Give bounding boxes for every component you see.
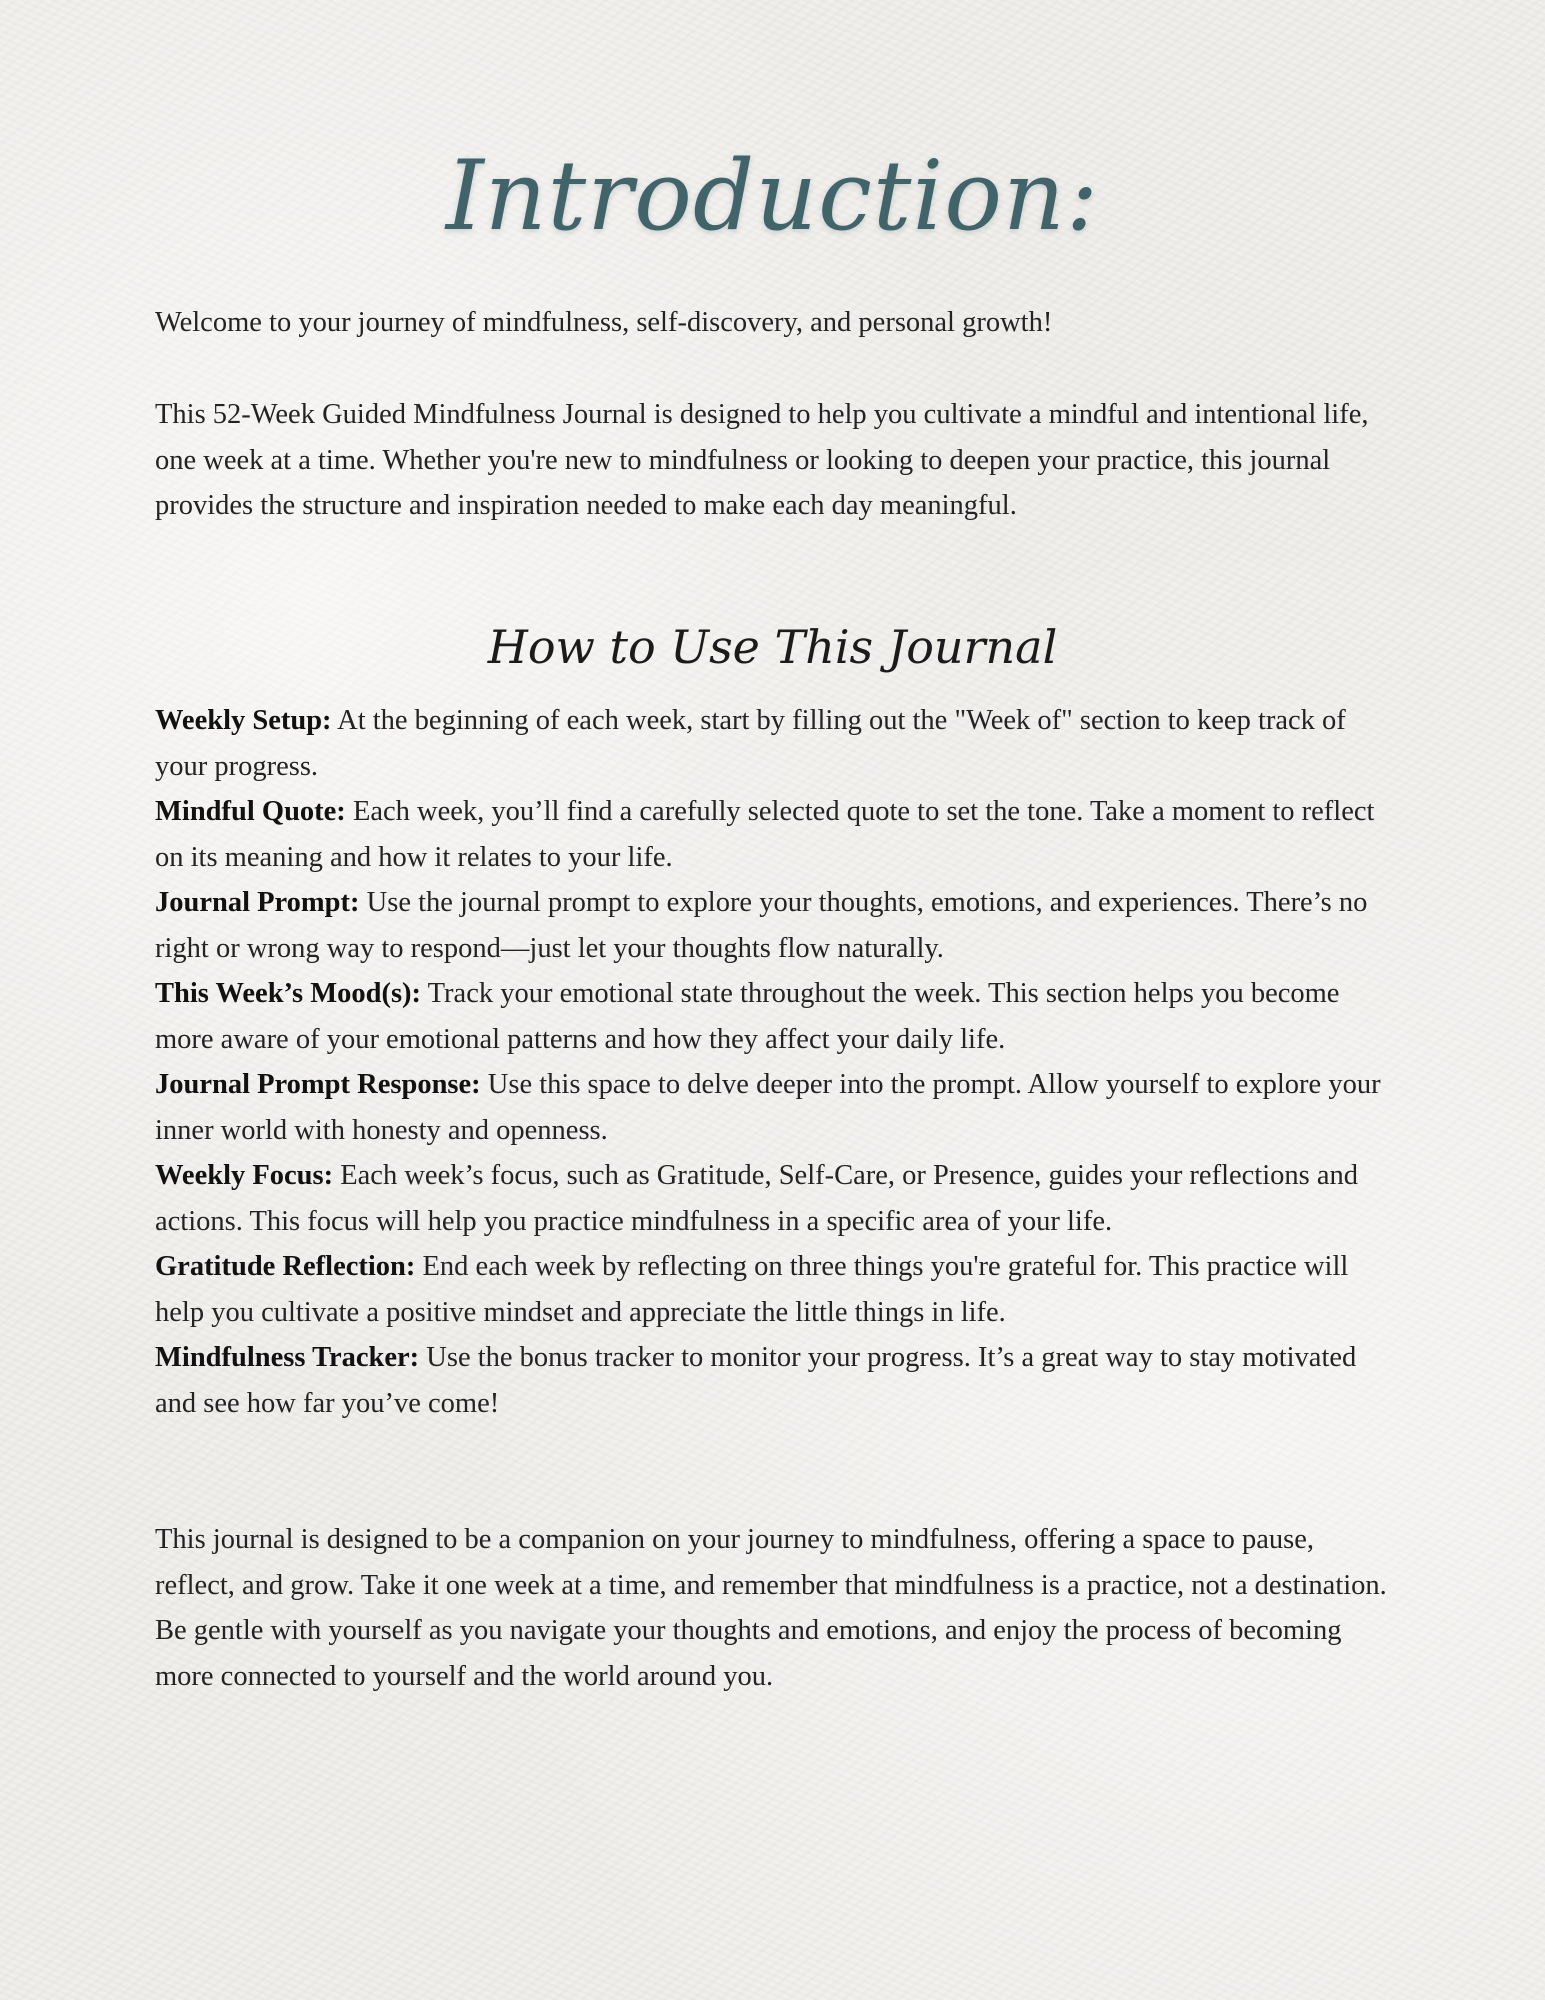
item-text: At the beginning of each week, start by filling out the "Week of" section to keep track of your progress. (155, 705, 1346, 782)
item-label: Journal Prompt Response: (155, 1069, 481, 1100)
item-label: This Week’s Mood(s): (155, 978, 422, 1009)
list-item (155, 880, 1395, 971)
list-item (155, 971, 1395, 1062)
item-label: Weekly Focus: (155, 1160, 334, 1191)
list-item (155, 1153, 1395, 1244)
item-label: Weekly Setup: (155, 705, 332, 736)
list-item (155, 1244, 1395, 1335)
welcome-text: Welcome to your journey of mindfulness, self-discovery, and personal growth! (155, 307, 1053, 338)
page-title: Introduction: (445, 140, 1100, 252)
item-text: Use the journal prompt to explore your thoughts, emotions, and experiences. There’s no right or wrong way to respond—just let your thoughts flow naturally. (155, 887, 1368, 964)
item-label: Mindfulness Tracker: (155, 1342, 420, 1373)
item-label: Journal Prompt: (155, 887, 360, 918)
item-text: Each week’s focus, such as Gratitude, Self-Care, or Presence, guides your reflections and actions. This focus will help you practice mindfulness in a specific area of your life. (155, 1160, 1358, 1237)
instructions-list (155, 698, 1395, 1426)
item-text: Use the bonus tracker to monitor your progress. It’s a great way to stay motivated and see how far you’ve come! (155, 1342, 1357, 1419)
item-label: Gratitude Reflection: (155, 1251, 416, 1282)
list-item (155, 698, 1395, 789)
section-heading: How to Use This Journal (487, 620, 1058, 674)
item-text: Each week, you’ll find a carefully selected quote to set the tone. Take a moment to reflect on its meaning and how it relates to your life. (155, 796, 1375, 873)
list-item (155, 1062, 1395, 1153)
list-item (155, 789, 1395, 880)
list-item (155, 1335, 1395, 1426)
intro-paragraph: This 52-Week Guided Mindfulness Journal is designed to help you cultivate a mindful and intentional life, one week at a time. Whether you're new to mindfulness or looking to deepen your practice, this journal provides the structure and inspiration needed to make each day meaningful. (155, 399, 1369, 521)
item-label: Mindful Quote: (155, 796, 346, 827)
item-text: End each week by reflecting on three things you're grateful for. This practice will help you cultivate a positive mindset and appreciate the little things in life. (155, 1251, 1349, 1328)
item-text: Use this space to delve deeper into the prompt. Allow yourself to explore your inner world with honesty and openness. (155, 1069, 1381, 1146)
closing-paragraph: This journal is designed to be a companion on your journey to mindfulness, offering a space to pause, reflect, and grow. Take it one week at a time, and remember that mindfulness is a practice, not a destination. Be gentle with yourself as you navigate your thoughts and emotions, and enjoy the process of becoming more connected to yourself and the world around you. (155, 1524, 1387, 1692)
item-text: Track your emotional state throughout the week. This section helps you become more aware of your emotional patterns and how they affect your daily life. (155, 978, 1340, 1055)
